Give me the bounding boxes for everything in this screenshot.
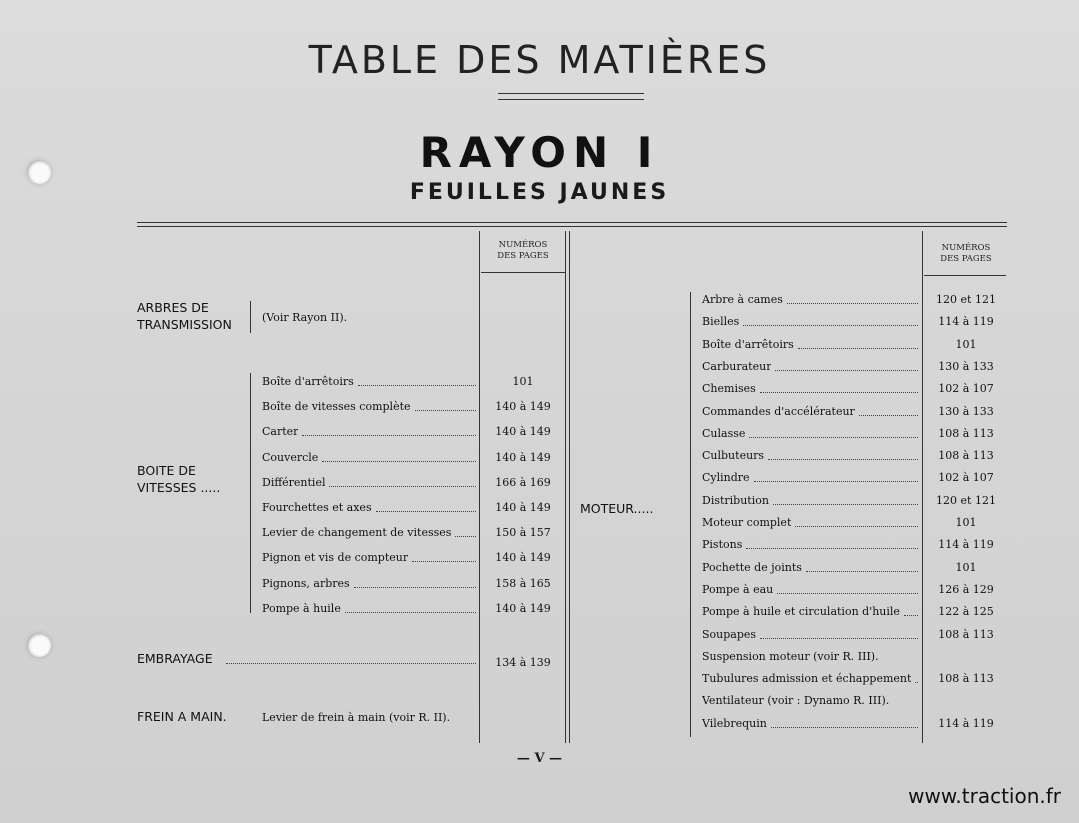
header-line-1: NUMÉROS (941, 243, 991, 253)
group-arbres-transmission (137, 299, 232, 333)
brace-moteur (690, 292, 691, 737)
toc-entry-label: Pompe à huile et circulation d'huile (702, 605, 900, 619)
group-boite-vitesses (137, 462, 220, 496)
toc-entry-leader (806, 571, 918, 572)
group-label-line: VITESSES ..... (137, 480, 221, 495)
toc-entry-pages: 114 à 119 (938, 716, 994, 730)
toc-entry-pages: 166 à 169 (495, 475, 551, 489)
toc-entry-leader (760, 638, 918, 639)
toc-entry-label: Carter (262, 425, 299, 439)
toc-entry-label: Boîte d'arrêtoirs (262, 375, 354, 388)
frein-reference: Levier de frein à main (voir R. II). (262, 711, 451, 724)
toc-entry-pages: 140 à 149 (495, 425, 551, 439)
brace-arbres (250, 301, 251, 333)
toc-entry-leader (376, 511, 476, 512)
toc-entry-label: Ventilateur (voir : Dynamo R. III). (702, 694, 890, 708)
toc-entry-pages: 101 (955, 516, 977, 529)
group-label-line: ARBRES DE (137, 300, 209, 315)
toc-entry-label: Boîte d'arrêtoirs (702, 337, 794, 351)
left-column-header (481, 240, 565, 262)
toc-entry-label: Pignons, arbres (262, 576, 350, 590)
toc-entry-pages: 108 à 113 (938, 672, 994, 686)
toc-entry-leader (915, 682, 918, 683)
toc-entry-label: Vilebrequin (702, 716, 767, 730)
leader-embrayage (226, 663, 476, 664)
toc-entry-pages: 102 à 107 (938, 471, 994, 485)
toc-entry-pages: 101 (512, 375, 534, 388)
toc-entry-label: Pistons (702, 538, 743, 552)
toc-entry-label: Commandes d'accélérateur (702, 404, 855, 418)
toc-entry-label: Culbuteurs (702, 449, 765, 463)
right-header-rule (924, 275, 1006, 276)
pages-embrayage: 134 à 139 (495, 656, 551, 669)
subtitle: FEUILLES JAUNES (409, 180, 670, 205)
toc-entry-leader (787, 303, 918, 304)
table-top-rule (137, 222, 1007, 227)
toc-entry-label: Tubulures admission et échappement (702, 672, 912, 686)
toc-entry-leader (795, 526, 918, 527)
toc-entry-leader (329, 486, 476, 487)
toc-entry-leader (771, 727, 918, 728)
brace-boite (250, 373, 251, 613)
toc-entry-label: Suspension moteur (voir R. III). (702, 649, 879, 663)
header-line-2: DES PAGES (497, 251, 549, 261)
toc-entry-label: Pignon et vis de compteur (262, 551, 409, 565)
toc-entry-pages: 102 à 107 (938, 382, 994, 396)
toc-entry-pages: 140 à 149 (495, 601, 551, 615)
footer-url: www.traction.fr (908, 784, 1061, 808)
toc-entry-leader (455, 536, 476, 537)
title-underline (498, 93, 644, 100)
center-divider-line-2 (569, 231, 570, 743)
center-divider-line (565, 231, 566, 743)
toc-entry-label: Couvercle (262, 450, 319, 464)
toc-entry-leader (775, 370, 918, 371)
toc-entry-label: Culasse (702, 426, 746, 440)
toc-entry-pages: 130 à 133 (938, 359, 994, 373)
toc-entry-pages: 108 à 113 (938, 449, 994, 463)
left-pages-col-left-line (479, 231, 480, 743)
group-moteur: MOTEUR..... (580, 501, 654, 516)
toc-entry-pages: 108 à 113 (938, 627, 994, 641)
toc-entry-label: Soupapes (702, 627, 757, 641)
toc-entry-pages: 101 (955, 560, 977, 574)
rayon-heading: RAYON I (419, 128, 660, 177)
toc-entry-leader (354, 587, 476, 588)
toc-entry-leader (415, 410, 476, 411)
toc-entry-pages: 114 à 119 (938, 315, 994, 329)
toc-entry-pages: 158 à 165 (495, 576, 551, 590)
toc-entry-leader (345, 612, 476, 613)
toc-entry-pages: 108 à 113 (938, 426, 994, 440)
group-frein-main: FREIN A MAIN. (137, 709, 227, 724)
toc-entry-label: Cylindre (702, 471, 750, 485)
toc-entry-leader (754, 481, 918, 482)
toc-entry-pages: 120 et 121 (936, 493, 996, 507)
toc-entry-label: Différentiel (262, 475, 326, 489)
toc-entry-label: Pompe à eau (702, 582, 774, 596)
toc-entry-pages: 140 à 149 (495, 501, 551, 514)
left-header-rule (481, 272, 565, 273)
toc-entry-leader (322, 461, 476, 462)
toc-entry-pages: 130 à 133 (938, 404, 994, 418)
header-line-2: DES PAGES (940, 254, 992, 264)
toc-entry-leader (777, 593, 918, 594)
page-title: TABLE DES MATIÈRES (308, 38, 771, 82)
toc-entry-label: Chemises (702, 382, 756, 396)
toc-entry-pages: 140 à 149 (495, 551, 551, 565)
toc-entry-leader (904, 615, 918, 616)
toc-entry-leader (773, 504, 918, 505)
toc-entry-label: Levier de changement de vitesses (262, 526, 452, 540)
toc-entry-leader (743, 325, 918, 326)
right-column-header (924, 243, 1008, 265)
right-pages-col-left-line (922, 231, 923, 743)
toc-entry-label: Carburateur (702, 359, 772, 373)
page-folio: — V — (516, 751, 563, 766)
toc-entry-pages: 114 à 119 (938, 538, 994, 552)
toc-entry-leader (798, 348, 918, 349)
toc-entry-label: Arbre à cames (702, 293, 783, 306)
toc-entry-pages: 101 (955, 337, 977, 351)
toc-entry-leader (358, 385, 476, 386)
group-embrayage: EMBRAYAGE (137, 651, 213, 666)
toc-entry-leader (302, 435, 476, 436)
toc-entry-label: Pompe à huile (262, 601, 341, 615)
toc-entry-label: Pochette de joints (702, 560, 802, 574)
toc-entry-label: Bielles (702, 315, 740, 329)
toc-entry-label: Distribution (702, 493, 769, 507)
arbres-reference: (Voir Rayon II). (262, 311, 348, 324)
toc-entry-pages: 122 à 125 (938, 605, 994, 619)
toc-entry-leader (746, 548, 918, 549)
toc-entry-leader (859, 415, 918, 416)
group-label-line: BOITE DE (137, 463, 196, 478)
toc-entry-label: Moteur complet (702, 516, 792, 529)
toc-entry-pages: 140 à 149 (495, 400, 551, 414)
toc-entry-pages: 120 et 121 (936, 293, 996, 306)
header-line-1: NUMÉROS (498, 240, 548, 250)
toc-entry-pages: 150 à 157 (495, 526, 551, 540)
toc-entry-label: Fourchettes et axes (262, 501, 372, 514)
toc-entry-pages: 126 à 129 (938, 582, 994, 596)
toc-entry-leader (749, 437, 918, 438)
toc-entry-pages: 140 à 149 (495, 450, 551, 464)
group-label-line: TRANSMISSION (137, 317, 232, 332)
binder-hole-bottom (27, 633, 51, 657)
toc-entry-label: Boîte de vitesses complète (262, 400, 411, 414)
toc-entry-leader (768, 459, 918, 460)
toc-entry-leader (760, 392, 918, 393)
toc-entry-leader (412, 561, 476, 562)
